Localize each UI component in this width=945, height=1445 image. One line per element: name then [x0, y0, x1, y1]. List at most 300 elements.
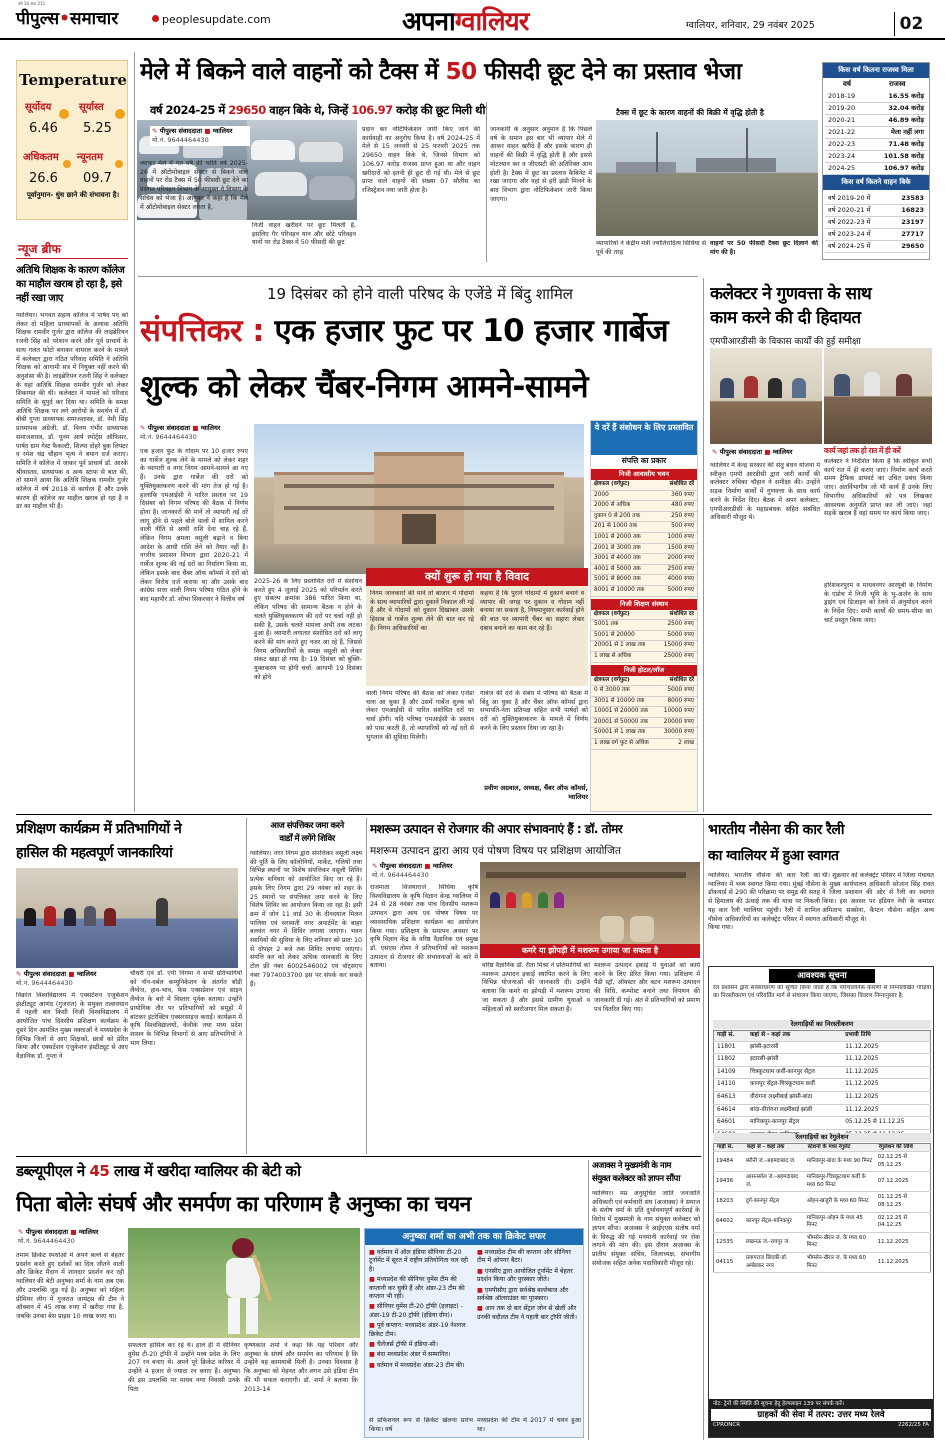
why-box: [366, 568, 588, 686]
pen-icon-5: ✎: [372, 862, 378, 870]
rates-row: [591, 522, 697, 533]
rates-value: 25000 रुपए: [656, 651, 697, 662]
rates-value: 250 रुपए: [658, 511, 697, 522]
mushroom-photo-caption: कमरे या झोपड़ी में मशरूम उगाया जा सकता है: [480, 944, 700, 958]
collector-byline-name: पीपुल्स संवाददाता: [719, 448, 763, 456]
bullet-icon: ■: [369, 1351, 377, 1359]
train-number: 64613: [714, 1091, 748, 1104]
railway-row: [714, 1079, 931, 1092]
rates-row: [591, 696, 697, 707]
career-item: [369, 1322, 473, 1339]
train-number: 19436: [714, 1172, 744, 1192]
mushroom-photo: [480, 862, 700, 954]
rates-row: [591, 532, 697, 543]
collector-headline-2: काम करने की दी हिदायत: [710, 308, 861, 328]
railway-title: [769, 969, 875, 983]
lead-col2: प्रदान कर नोटिफिकेशन जारी किए जाने की कार्यवाही का अनुरोध किया है। वर्ष 2024-25 में मेले से 15 जनवरी से 25 फरवरी 2025 तक 29650 वाहन बिके थे, जिनसे विभाग को 106.97 करोड़ राजस्व प्राप्त हुआ था और वाहन खरीदारों को इतनी ही छूट दी गई थी। मेले से छूट प्राप्त वाले वाहनों की संख्या 07 सौतीस का रजिस्ट्रेशन नया जारी होता है।: [362, 126, 480, 194]
issue-date: ग्वालियर, शनिवार, 29 नवंबर 2025: [686, 20, 815, 31]
revenue-row: [825, 127, 927, 139]
anushka-byline-name: पीपुल्स संवाददाता: [25, 1228, 69, 1236]
news-brief-headline: अतिथि शिक्षक के कारण कॉलेज का माहौल खराब हो रहा है, इसे नहीं रखा जाए: [16, 265, 125, 304]
railway-notice: [708, 966, 934, 1438]
collector-col2: हरिशंकरपुरम व माधवनगर आरयूबी के निर्माण के एप्रोच में निजी भूमि के भू-अर्जन के साथ ड्राइंग एवं डिजाइन को रेलवे से अनुमोदन करने के निर्देश दिए। सभी कार्यों की समय-सीमा का चार्ट प्रस्तुत किया जाए।: [824, 582, 932, 624]
train-number: 11801: [714, 1041, 748, 1054]
revenue-value: 101.58 करोड़: [868, 151, 927, 163]
bullet-icon: ■: [369, 1276, 377, 1284]
vehicles-value: 27717: [889, 229, 927, 241]
career-item-text: बंदा मध्यप्रदेश अंडर में सम्मानित।: [376, 1351, 451, 1359]
section-title: [402, 2, 528, 38]
rates-title-2: संपत्ति का प्रकार: [591, 455, 697, 467]
revenue-label: 2018-19: [825, 91, 868, 103]
training-byline-city: ग्वालियर: [76, 970, 97, 978]
rates-value: 15000 रुपए: [656, 641, 697, 652]
revenue-value: 32.04 करोड़: [868, 103, 927, 115]
rates-area: 5001 तक: [591, 620, 656, 631]
rates-row: [591, 739, 697, 750]
bullet-icon: ■: [369, 1341, 377, 1349]
vehicles-title: किस वर्ष कितने वाहन बिके: [823, 175, 929, 190]
collector-headline-1: कलेक्टर ने गुणवत्ता के साथ: [710, 284, 872, 304]
anushka-col4: से प्रोफेशनल रूप से क्रिकेट खेलना प्रारंभ किया। वर्ष: [369, 1417, 473, 1433]
train-number: 11802: [714, 1054, 748, 1067]
rates-box: [590, 420, 698, 812]
rates-row: [591, 686, 697, 697]
vehicles-row: [825, 193, 927, 205]
career-item-text: एमपीसीए द्वारा सर्वश्रेष्ठ बल्लेबाज और सर्वश्रेष्ठ ऑलराउंडर का पुरस्कार।: [477, 1286, 569, 1303]
rates-area: 1 लाख वर्ग फुट से अधिक: [591, 739, 657, 750]
vehicles-row: [825, 217, 927, 229]
rates-row: [591, 543, 697, 554]
rates-area: 10001 से 20000 तक: [591, 707, 657, 718]
collector-side-title: कार्य जहां तक हो रात में ही करें: [824, 446, 901, 455]
quote-by: प्रवीण अग्रवाल, अध्यक्ष, चैंबर ऑफ कॉमर्स, ग्वालियर: [484, 784, 588, 801]
train-number: 04115: [714, 1252, 744, 1272]
rates-value: 20000 रुपए: [657, 717, 697, 728]
why-title: क्यों शुरू हो गया है विवाद: [366, 568, 588, 586]
rates-section-title: निजी आवासीय भवन: [591, 469, 697, 480]
revenue-value: 106.97 करोड़: [868, 163, 927, 175]
rates-value: 480 रुपए: [658, 501, 697, 512]
train-number: 18203: [714, 1192, 744, 1212]
railway-intro: रेल प्रशासन द्वारा सर्वसाधारण को सूचित किया जाता है कि परिचालनिक कारणों से निम्नलिखित गाड़ियों का निरस्तीकरण एवं परिवर्तित मार्ग से संचालन किया जाएगा, जिसका विवरण निम्नानुसार है:: [713, 985, 931, 999]
vehicles-value: 23197: [889, 217, 927, 229]
training-byline: ✎ पीपुल्स संवाददाता ■ ग्वालियर मो.नं. 9644464430: [16, 970, 97, 987]
railway-row: [714, 1117, 931, 1130]
cars-photo-2: [247, 120, 357, 220]
regulated-between: मानिकपुर-चित्रकूटधाम कर्वी के मध्य 60 मिनट: [805, 1172, 876, 1192]
brand-left: पीपुल्स: [16, 9, 60, 29]
railway-sec1-title: रेलगाड़ियों का निरस्तीकरण: [713, 1020, 931, 1029]
career-item: [369, 1249, 473, 1274]
train-route: आसनसोल जं.-अहमदाबाद जं.: [744, 1172, 805, 1192]
rates-area: 50001 से 1 लाख तक: [591, 728, 657, 739]
mushroom-headline-2: मशरूम उत्पादन द्वारा आय एवं पोषण विषय पर प्रशिक्षण आयोजित: [370, 845, 621, 857]
railway-col-header: स्टेशनों के मध्य रेगुलेट: [805, 1144, 876, 1152]
lead-headline: [140, 56, 820, 88]
rates-area: 5001 से 20000: [591, 630, 656, 641]
globe-icon: [152, 15, 159, 22]
rates-col-header: क्षेत्रफल (वर्गफुट): [591, 676, 657, 686]
railway-row: [714, 1104, 931, 1117]
railway-footer: ग्राहकों की सेवा में तत्पर: उत्तर मध्य रेलवे: [711, 1409, 931, 1421]
anushka-box-col1: [369, 1249, 473, 1372]
rates-row: [591, 620, 697, 631]
railway-table1: [713, 1030, 931, 1142]
bullet-icon: ■: [477, 1305, 485, 1313]
career-item-text: पूर्व कप्तान: मध्यप्रदेश अंडर-19 नेशनल क्रिकेट टीम।: [369, 1322, 466, 1338]
max-temp: 26.6: [29, 171, 58, 186]
vehicles-label: वर्ष 2020-21 में: [825, 205, 889, 217]
section-city: ग्वालियर: [454, 7, 529, 37]
rates-value: 1500 रुपए: [658, 543, 697, 554]
revenue-value: 71.48 करोड़: [868, 139, 927, 151]
lead-sub-a: वर्ष 2024-25 में: [150, 103, 229, 117]
why-col1: निगम जानकारों की मानें तो बाजार में गोदामों के साथ व्यापारियों द्वारा दुकानें निकाल ली गई हैं और वे गोदामों को दुकान दिखाकर उसके हिसाब से गार्बेज शुल्क लेने की बात कर रहे हैं। निगम अधिकारियों का: [370, 590, 474, 632]
revenue-year-header: वर्ष: [843, 80, 851, 88]
train-route: इटारसी-झांसी: [747, 1054, 842, 1067]
min-temp: 09.7: [83, 171, 112, 186]
railway-col-header: गाड़ी सं.: [714, 1144, 744, 1152]
weather-title: Temperature: [19, 71, 127, 89]
sunrise-label: सूर्योदय: [25, 102, 52, 113]
vehicles-label: वर्ष 2022-23 में: [825, 217, 889, 229]
property-phone: मो.नं. 9644464430: [140, 433, 197, 441]
railway-row: [714, 1054, 931, 1067]
railway-footer-id: 2262/25 FA: [897, 1422, 929, 1428]
railway-row: [714, 1232, 931, 1252]
rates-section-title: निजी शिक्षण संस्थान: [591, 599, 697, 610]
rates-area: 1001 से 2000 तक: [591, 532, 658, 543]
railway-row: [714, 1172, 931, 1192]
lead-headline-b: 50: [445, 59, 477, 85]
rates-area: 20001 से 1 लाख तक: [591, 641, 656, 652]
railway-col-header: गाड़ी सं.: [714, 1031, 748, 1042]
train-number: 64601: [714, 1117, 748, 1130]
train-number: 64602: [714, 1212, 744, 1232]
revenue-row: [825, 103, 927, 115]
revenue-table: [825, 91, 927, 175]
rates-area: 3001 से 10000 तक: [591, 696, 657, 707]
vehicles-table: [825, 193, 927, 253]
train-route: वीरांगना लक्ष्मीबाई झांसी-बांदा: [747, 1091, 842, 1104]
rates-sections: [591, 467, 697, 750]
revenue-title: किस वर्ष कितना राजस्व मिला: [823, 63, 929, 78]
rates-area: 0 से 3000 तक: [591, 686, 657, 697]
collector-meeting-photo: [710, 348, 822, 444]
revenue-label: 2019-20: [825, 103, 868, 115]
rates-row: [591, 651, 697, 662]
regulated-between: ओहन-खजुरी के मध्य 60 मिनट: [805, 1192, 876, 1212]
rates-value: 10000 रुपए: [657, 707, 697, 718]
rates-area: 20001 से 50000 तक: [591, 717, 657, 728]
train-number: 14109: [714, 1066, 748, 1079]
rates-value: 5000 रुपए: [656, 630, 697, 641]
property-headline-1-text: एक हजार फुट पर 10 हजार गार्बेज: [264, 313, 669, 349]
railway-row: [714, 1041, 931, 1054]
rates-table: [591, 610, 697, 663]
revenue-label: 2023-24: [825, 151, 868, 163]
lead-col3: जानकारी के अनुसार अनुमान है कि पिछले वर्ष के समान इस बार भी व्यापार मेले में आकर वाहन खरीदे हैं और इसके कारण ही वाहनों की बिक्री में वृद्धि होती है और इससे मोटरयान कर व जीएसटी की अतिरिक्त आय होती है। टैक्स में छूट का प्रस्ताव कैबिनेट में रखा जाएगा और वहां से हरी झंडी मिलने के बाद विभाग द्वारा नोटिफिकेशन जारी किया जाएगा।: [490, 126, 592, 203]
rates-area: 2000 से अधिक: [591, 501, 658, 512]
railway-title-text: आवश्यक सूचना: [797, 971, 847, 981]
revenue-row: [825, 151, 927, 163]
pen-icon-4: ✎: [16, 970, 22, 978]
effective-date: 11.12.2025: [842, 1091, 930, 1104]
anushka-col3: कृष्णकांत शर्मा ने कहा कि यह परिवार और अनुष्का के संघर्ष और समर्पण का परिणाम है कि उन्होंने यह कामयाबी मिली है। उनका विश्वास है कि अनुष्का को मेहनत और लगन उसे इंडिया टीम की भी सफल कराएगी। डॉ. शर्मा ने बताया कि 2013-14: [244, 1342, 358, 1393]
lead-photo-caption: निजी वाहन खरीदने पर छूट मिलती है, इसलिए गैर परिवहन यान और छोटे परिवहन यानों पर रोड टैक्स में 50 फीसदी की छूट: [252, 222, 356, 247]
lead-byline-name: पीपुल्स संवाददाता: [159, 127, 203, 135]
site-url: [152, 13, 271, 26]
bullet-icon: ■: [369, 1249, 377, 1256]
train-route: मानिकपुर-कानपुर सेंट्रल: [747, 1117, 842, 1130]
collector-byline-city: ग्वालियर: [772, 448, 793, 456]
career-item-text: चैलेंजर्स ट्रॉफी में इंडिया-सी।: [376, 1341, 438, 1349]
railway-footer-code: CPRONCR: [713, 1422, 741, 1428]
section-prefix: अपना: [402, 7, 455, 37]
career-item: [477, 1305, 581, 1322]
rates-section-title: निजी होटल/लॉज: [591, 665, 697, 676]
rates-row: [591, 501, 697, 512]
train-route: झांसी-इटारसी: [747, 1041, 842, 1054]
rates-table: [591, 676, 697, 750]
news-brief-body: ग्वालियर। भगवत सहाय कॉलेज में पार्षद पद को लेकर दो महिला प्राध्यापकों के अलावा अतिथि शिक्षक रामवीर गुर्जर द्वारा कॉलेज की लाइब्रेरियन रजनी सिंह को परेशान करने और पूर्व प्राचार्य के साथ गलत फोटो बनाकर वायरल करने के मामले में कलेक्टर द्वारा गठित परिवाद समिति ने अतिथि शिक्षक को आगामी सत्र में नियुक्त नहीं करने की अनुशंसा की है। लाइब्रेरियन रजनी सिंह ने कलेक्टर के यहां अतिथि शिक्षक रामवीर गुर्जर को लेकर शिकायत की थी। कलेक्टर ने मामले को परिवाद समिति के सुपुर्द कर दिया था। समिति के समक्ष अतिथि शिक्षक पर लगे आरोपों के समर्थन में डॉ. बीबी गुप्ता प्राध्यापक समाजशास्त्र, डॉ. नेमी सिंह प्राध्यापक अंग्रेजी, डॉ. विनय गंभीर प्राध्यापक समाजशास्त्र, डॉ. पूनम आर्य स्पोर्ट्स ऑफिसर, पार्षद ग्राम गेस्ट फैकल्टी, शिल्पा दोहरे बुक लिफ्टर व रमेश चंद्र चौहान भृत्य ने बयान दर्ज कराए। समिति ने कॉलेज में जाकर पूर्व प्राचार्य डॉ. आरके श्रीवास्तव, प्राध्यापक व अन्य स्टाफ से बात की, तो सामने आया कि अतिथि शिक्षक रामवीर गुर्जर कॉलेज में वर्ष 2018 से कार्यरत हैं और उनके कारण ही कॉलेज का माहौल खराब हो रहा है व डर का माहौल भी है।: [16, 312, 128, 511]
rates-value: 5000 रुपए: [658, 585, 697, 596]
rates-value: 360 रुपए: [658, 490, 697, 501]
anushka-col1: तमाम क्रिकेट स्पर्धाओं में अपने बल्ले से बेहतर प्रदर्शन करते हुए दर्शकों का दिल जीतने वाली और क्रिकेट मैदान में शानदार प्रदर्शन कर रही ग्वालियर की बेटी अनुष्का शर्मा के नाम अब एक और उपलब्धि जुड़ गई है। अनुष्का को महिला प्रीमियर लीग में गुजरात जायंट्स की टीम ने ऑक्शन में 45 लाख रुपए में खरीदा गया है, जबकि उनका बेस प्राइस 10 लाख रुपए था।: [16, 1252, 124, 1320]
rates-area: 201 से 1000 तक: [591, 522, 658, 533]
navy-col2: थी। शुक्रवार को कलेक्ट्रेट परिसर में जिला पंचायत के मुख्य कार्यपालन अधिकारी सोजान सिंह रावत ने जिला प्रशासन की ओर से रैली का स्वागत किया। इस अवसर पर इंडियन नेवी के कमांडर अमिताभ सक्सेना, कैप्टन नौसेना सहित अन्य अधिकारी मौजूद थे।: [822, 872, 934, 923]
mushroom-byline-city: ग्वालियर: [432, 862, 453, 870]
news-brief-label: न्यूज ब्रीफ: [18, 242, 61, 256]
railway-sec2-title: रेलगाड़ियों का रेगुलेशन: [713, 1133, 931, 1142]
sun-icon-1: [59, 109, 69, 119]
collector-subheadline: एमपीआरडीसी के विकास कार्यों की हुई समीक्षा: [710, 337, 861, 347]
lead-sub-c: वाहन बिके थे, जिन्हें: [265, 103, 352, 117]
rates-value: 1000 रुपए: [658, 532, 697, 543]
railway-col-header: कहां से - कहां तक: [744, 1144, 805, 1152]
regulation-date: 07.12.2025: [876, 1172, 931, 1192]
revenue-value: 46.89 करोड़: [868, 115, 927, 127]
training-photo: [16, 868, 238, 968]
training-headline-2: हासिल की महत्वपूर्ण जानकारियां: [16, 845, 173, 861]
pen-icon-2: ✎: [140, 424, 146, 432]
railway-col-header: प्रभावी तिथि: [842, 1031, 930, 1042]
regulated-between: भीमसेन-खैरार जं. के मध्य 60 मिनट: [805, 1252, 876, 1272]
page-number: 02: [894, 12, 928, 36]
property-headline-1: [140, 306, 700, 356]
train-route: प्रयागराज छिवकी-डॉ. अम्बेडकर नगर: [744, 1252, 805, 1272]
revenue-label: 2021-22: [825, 127, 868, 139]
revenue-rows: [825, 91, 927, 175]
rates-col-header: संशोधित दर: [656, 610, 697, 620]
forecast-text: पूर्वानुमान- धुंध छाने की संभावना है।: [26, 191, 120, 199]
sun-icon-2: [115, 109, 125, 119]
railway-footer-box: [709, 1399, 933, 1437]
rates-area: 4001 से 5000 तक: [591, 564, 658, 575]
railway-table1-wrap: [713, 1030, 931, 1142]
rates-col-header: संशोधित दरें: [657, 676, 697, 686]
regulation-date: 02.12.25 से 05.12.25: [876, 1152, 931, 1172]
navy-headline-1: भारतीय नौसेना की कार रैली: [708, 822, 844, 838]
career-item: [369, 1276, 473, 1301]
train-route: कानपुर सेंट्रल-चित्रकूटधाम कर्वी: [747, 1079, 842, 1092]
gyapan-headline-1: अजाक्स ने मुख्यमंत्री के नाम: [592, 1161, 671, 1171]
rates-title-box: [591, 421, 697, 455]
rates-value: 2500 रुपए: [656, 620, 697, 631]
vehicles-value: 23583: [889, 193, 927, 205]
sunset-label: सूर्यास्त: [79, 102, 104, 113]
gyapan-body: ग्वालियर। मप्र अनुसूचित जाति जनजाति अधिकारी एवं कर्मचारी संघ (अजाक्स) ने समाज के संतोष वर्मा के प्रति दुर्भावनापूर्ण कार्रवाई के विरोध में मुख्यमंत्री के नाम संयुक्त कलेक्टर को ज्ञापन सौंपा। अजाक्स ने आईएएस संतोष वर्मा के विरुद्ध की गई मनमानी कार्रवाई पर रोक लगाने की मांग की। इस दौरान अजाक्स के प्रांतीय संयुक्त सचिव, जिलाध्यक्ष, संभागीय संयोजक सहित अनेक पदाधिकारी मौजूद रहे।: [592, 1190, 700, 1267]
train-route: लखनऊ जं.-रायपुर जं.: [744, 1232, 805, 1252]
effective-date: 11.12.2025: [842, 1054, 930, 1067]
train-route: दुर्ग-कानपुर सेंट्रल: [744, 1192, 805, 1212]
railway-row: [714, 1091, 931, 1104]
sunset-time: 5.25: [83, 121, 112, 136]
navy-col1: ग्वालियर। भारतीय नौसेना की कार रैली का ग्वालियर में भव्य स्वागत किया गया। मुंबई नौसेना डॉकयार्ड से 290 की परिक्रमा पर समुद्र की सतह से हिमालय की ऊंचाई तक की यात्रा पर निकली यह कार रैली ग्वालियर पहुंची। रैली में शामिल नौसेना अधिकारियों का कलेक्ट्रेट परिसर में स्वागत किया गया।: [708, 872, 820, 932]
property-byline: ✎ पीपुल्स संवाददाता ■ ग्वालियर मो.नं. 9644464430: [140, 424, 221, 441]
anushka-headline: पिता बोलेः संघर्ष और समर्पण का परिणाम है अनुष्का का चयन: [16, 1192, 471, 1216]
train-number: 19484: [714, 1152, 744, 1172]
max-label: अधिकतम: [23, 152, 59, 163]
weather-box: [16, 60, 128, 220]
vehicles-label: वर्ष 2019-20 में: [825, 193, 889, 205]
rates-value: 30000 रुपए: [657, 728, 697, 739]
rates-row: [591, 511, 697, 522]
lead-photo2-caption: टैक्स में छूट के कारण वाहनों की बिक्री में वृद्धि होती है: [616, 108, 764, 117]
property-kicker: 19 दिसंबर को होने वाली परिषद के एजेंडे में बिंदु शामिल: [267, 285, 573, 303]
min-label: न्यूनतम: [77, 152, 103, 163]
career-item: [477, 1249, 581, 1266]
rates-area: 1 लाख से अधिक: [591, 651, 656, 662]
brand-right: समाचार: [69, 9, 119, 29]
railway-row: [714, 1066, 931, 1079]
anushka-phone: मो.नं. 9644464430: [18, 1237, 75, 1245]
anushka-box-col2: [477, 1249, 581, 1324]
revenue-row: [825, 91, 927, 103]
revenue-row: [825, 163, 927, 175]
mushroom-headline-1: मशरूम उत्पादन से रोजगार की अपार संभावनाएं हैं : डॉ. तोमर: [370, 822, 623, 836]
revenue-row: [825, 115, 927, 127]
rates-area: 2001 से 3000 तक: [591, 543, 658, 554]
career-item-text: आप तक दो बार सेंट्रल जोन से खेलीं और उनकी बदौलत टीम ने पहली बार ट्रॉफी जीती।: [477, 1305, 577, 1321]
lead-photo3-caption: व्यापारियों ने केंद्रीय मंत्री ज्योतिरादित्य सिंधिया से पूर्व की तरह: [596, 240, 706, 256]
training-col2: चौधरी एवं डॉ. एपी निगमा ने सभी प्रतिभागियों को नॉन-वर्बल कम्युनिकेशन के अंतर्गत बॉडी लैंग्वेज, हाव-भाव, फेस एक्सप्रेशन एवं साइन लैंग्वेज के बारे में विस्तार पूर्वक बताया। उन्होंने प्रायोगिक तौर पर प्रतिभागियों को समूहों में बांटकर इंटरेक्टिव एक्सरसाइज कराईं। कार्यक्रम में कृषि विश्वविद्यालयों, केवीके तथा मध्य प्रदेश शासन के विभिन्न विभागों से आए प्रतिभागियों ने भाग लिया।: [130, 970, 242, 1047]
property-col4: गार्बेज की दरों के संबंध में परिषद की बैठक में बिंदु आ चुका है और चैंबर ऑफ कॉमर्स द्वारा सभापति-नेता प्रतिपक्ष सहित सभी पार्षदों को दरों को युक्तियुक्तकरण के मामले में निर्णय करने के लिए प्रस्ताव दिया जा रहा है।: [480, 690, 588, 732]
property-headline-2: शुल्क को लेकर चैंबर-निगम आमने-सामने: [140, 369, 589, 405]
regulation-date: 11.12.2025: [876, 1252, 931, 1272]
pen-icon-6: ✎: [18, 1228, 24, 1236]
revenue-value: मेला नहीं लगा: [868, 127, 927, 139]
regulation-date: 02.12.25 से 04.12.25: [876, 1212, 931, 1232]
tax-body: ग्वालियर। नगर निगम द्वारा संपत्तिकर वसूली लक्ष्य की पूर्ति के लिए कॉलोनियों, मार्केट, गलियों तथा विभिन्न स्थानों पर विशेष संपत्तिकर वसूली शिविर प्रत्येक शनिवार को आयोजित किए जा रहे हैं। इसके लिए निगम द्वारा 29 नवंबर को शहर के 25 स्थानों पर संपत्तिकर जमा करने के लिए विशेष शिविर का आयोजन किया जा रहा है। इसी क्रम में जोन 11 वार्ड 30 के दीनदयाल मिलन पालिया एवं सरस्वती नगर अपार्टमेंट के बाहर बलवंत नगर में शिविर लगाया जाएगा। भवन स्वामियों की सुविधा के लिए शनिवार को प्रातः 10 से दोपहर 2 बजे तक शिविर लगाया जाएगा। संपत्ति कर को लेकर अधिक जानकारी के लिए टोल फ्री नंबर 6002546002 एवं वॉट्सएप नंबर 7974003700 इस पर संपर्क कर सकते हैं।: [250, 850, 362, 988]
rates-value: 8000 रुपए: [657, 696, 697, 707]
revenue-rev-header: राजस्व: [889, 80, 906, 88]
railway-col-header: रेगुलेशन की तिथि: [876, 1144, 931, 1152]
training-headline-1: प्रशिक्षण कार्यक्रम में प्रतिभागियों ने: [16, 821, 182, 837]
rates-value: 2 लाख: [657, 739, 697, 750]
rates-col-header: क्षेत्रफल (वर्गफुट): [591, 480, 658, 490]
anushka-kicker: [16, 1160, 576, 1182]
anushka-box: [364, 1228, 584, 1438]
lead-byline-city: ग्वालियर: [212, 127, 233, 135]
brand-dot-icon: •: [59, 9, 70, 29]
rates-table: [591, 480, 697, 597]
revenue-box: [822, 62, 930, 260]
revenue-value: 16.55 करोड़: [868, 91, 927, 103]
vehicles-value: 16823: [889, 205, 927, 217]
training-col1: विक्रांत विश्वविद्यालय में एक्सटेंशन एजुकेशन इंस्टीट्यूट आणंद (गुजरात) के संयुक्त तत्वावधान में पहली बार किसी निजी विश्वविद्यालय में आयोजित पांच दिवसीय प्रशिक्षण कार्यक्रम के दूसरे दिन आमंत्रित मुख्य वक्ताओं ने मध्यप्रदेश के विभिन्न जिलों से आए शिक्षकों, छात्रों को प्रेरित किया और एक्सटेंशन एजुकेशन इंस्टीट्यूट से आए वैज्ञानिक डॉ. गुप्ता ने: [16, 992, 128, 1060]
career-item: [369, 1341, 473, 1349]
rates-row: [591, 630, 697, 641]
career-item: [369, 1351, 473, 1359]
rates-value: 2500 रुपए: [658, 564, 697, 575]
train-route: बरौनी जं.-अहमदाबाद जं.: [744, 1152, 805, 1172]
rates-row: [591, 564, 697, 575]
vehicles-row: [825, 205, 927, 217]
collector-side: कलेक्टर ने निर्देशित किया है कि स्वीकृत सभी कार्य रात में ही कराए जाएं। निर्माण कार्य करते समय ट्रैफिक डायवर्ट का उचित प्रबंध किया जाए। अंतर्विभागीय जो भी कार्य हैं उनके लिए विभागीय अधिकारियों को पत्र लिखकर आवश्यक अनुमति प्राप्त कर ली जाएं। जहां सड़कें खराब हैं वहां समय पर कार्य किया जाए।: [824, 458, 932, 518]
rates-area: 2000: [591, 490, 658, 501]
mushroom-col1: राजमाता विजयाराजे सिंधिया कृषि विश्वविद्यालय के कृषि विज्ञान केन्द्र ग्वालियर में 24 से 28 नवंबर तक पांच दिवसीय मशरूम उत्पादन द्वारा आय एवं पोषण विषय पर व्यावसायिक प्रशिक्षण कार्यक्रम का आयोजन किया गया। प्रशिक्षण के समापन अवसर पर कृषि विज्ञान केंद्र के वरिष्ठ वैज्ञानिक एवं प्रमुख डॉ. एसएस तोमर ने प्रतिभागियों को मशरूम उत्पादन से रोजगार की संभावनाओं के बारे में बताया।: [370, 884, 478, 970]
lead-headline-a: मेले में बिकने वाले वाहनों को टैक्स में: [140, 59, 446, 85]
rates-row: [591, 554, 697, 565]
career-item: [369, 1303, 473, 1320]
anushka-col2: सफलता हासिल कर रहे थे। हाल ही में सीनियर वुमेंस टी-20 ट्रॉफी में उन्होंने मध्य प्रदेश के लिए 207 रन बनाए थे। अपने पूरे क्रिकेट करियर में उन्होंने 4 हजार से ज्यादा रन बनाए हैं। अनुष्का की इस उपलब्धि पर माधव नगर निवासी उनके पिता: [128, 1342, 240, 1393]
rates-row: [591, 575, 697, 586]
regulated-between: भीमसेन-खैरार जं. के मध्य 60 मिनट: [805, 1232, 876, 1252]
bullet-icon: ■: [477, 1249, 485, 1256]
site-url-text: peoplesupdate.com: [162, 13, 271, 26]
bullet-icon: ■: [369, 1322, 377, 1330]
masthead-small: वर्ष 18 अंक 211: [18, 1, 46, 6]
anushka-box-title: अनुष्का शर्मा का अभी तक का क्रिकेट सफर: [365, 1229, 583, 1245]
train-route: कानपुर सेंट्रल-मानिकपुर: [744, 1212, 805, 1232]
anushka-kicker-c: लाख में खरीदा ग्वालियर की बेटी को: [109, 1162, 301, 1180]
regulated-between: मानिकपुर-ओहन के मध्य 45 मिनट: [805, 1212, 876, 1232]
pen-icon-3: ✎: [712, 448, 718, 456]
anushka-kicker-b: 45: [89, 1162, 110, 1180]
rates-row: [591, 490, 697, 501]
property-byline-name: पीपुल्स संवाददाता: [147, 424, 191, 432]
lead-phone: मो.नं. 9644464430: [152, 136, 209, 144]
career-item-text: वर्तमान में ऑल इंडिया सीनियर टी-20 टूर्नामेंट में सूरत में राष्ट्रीय प्रतियोगिता चल रही है।: [369, 1249, 468, 1273]
bullet-icon: ■: [477, 1267, 485, 1275]
anushka-byline-city: ग्वालियर: [78, 1228, 99, 1236]
mushroom-byline-name: पीपुल्स संवाददाता: [379, 862, 423, 870]
railway-row: [714, 1212, 931, 1232]
rates-row: [591, 717, 697, 728]
railway-table2: [713, 1143, 931, 1273]
career-item: [477, 1268, 581, 1285]
lead-sub-b: 29650: [228, 103, 266, 117]
train-route: चित्रकूटधाम कर्वी-कानपुर सेंट्रल: [747, 1066, 842, 1079]
regulation-date: 11.12.2025: [876, 1232, 931, 1252]
property-byline-city: ग्वालियर: [200, 424, 221, 432]
vehicles-label: वर्ष 2023-24 में: [825, 229, 889, 241]
rates-row: [591, 585, 697, 596]
tax-headline-2: वार्डों में लगेंगे शिविर: [279, 834, 335, 844]
vehicles-label: वर्ष 2024-25 में: [825, 241, 889, 253]
rates-row: [591, 707, 697, 718]
effective-date: 11.12.2025: [842, 1079, 930, 1092]
revenue-label: 2020-21: [825, 115, 868, 127]
train-number: 12535: [714, 1232, 744, 1252]
pen-icon: ✎: [152, 127, 158, 135]
fair-photo: [596, 120, 818, 236]
rates-col-header: क्षेत्रफल (वर्गफुट): [591, 610, 656, 620]
mushroom-phone: मो.नं. 9644464430: [372, 871, 429, 879]
property-col1: एक हजार फुट के गोदाम पर 10 हजार रुपए का गार्बेज शुल्क लेने के मामले को लेकर शहर के व्यापारी व नगर निगम आमने-सामने आ गए हैं। उनके द्वारा गार्बेज की दरों को युक्तियुक्तकरण करने की मांग तेज हो गई है। हालांकि एमआईसी ने पारित प्रस्ताव पर 19 दिसंबर को निगम परिषद की बैठक में निर्णय होना है। जानकारों की मानें तो व्यापारी नई दरें लागू होने से पहले बोले वालों में शामिल करने वाली नीति से आधी राशि देना चाह रहे हैं, लेकिन निगम अमला वसूली बढ़ाने व बिना आदेश के आधी राशि लेने को तैयार नहीं है। नगरीय प्रशासन विभाग द्वारा 2020-21 में गार्बेज शुल्क की नई दरों का निर्धारण किया था, लेकिन इसके बाद चैंबर ऑफ कॉमर्स ने दरों को लेकर विरोध दर्ज कराया था और उसके बाद कांग्रेस सत्ता वाली निगम परिषद गठित होने के बाद महापौर डॉ. शोभा सिकरवार ने वित्तीय वर्ष: [140, 448, 248, 603]
